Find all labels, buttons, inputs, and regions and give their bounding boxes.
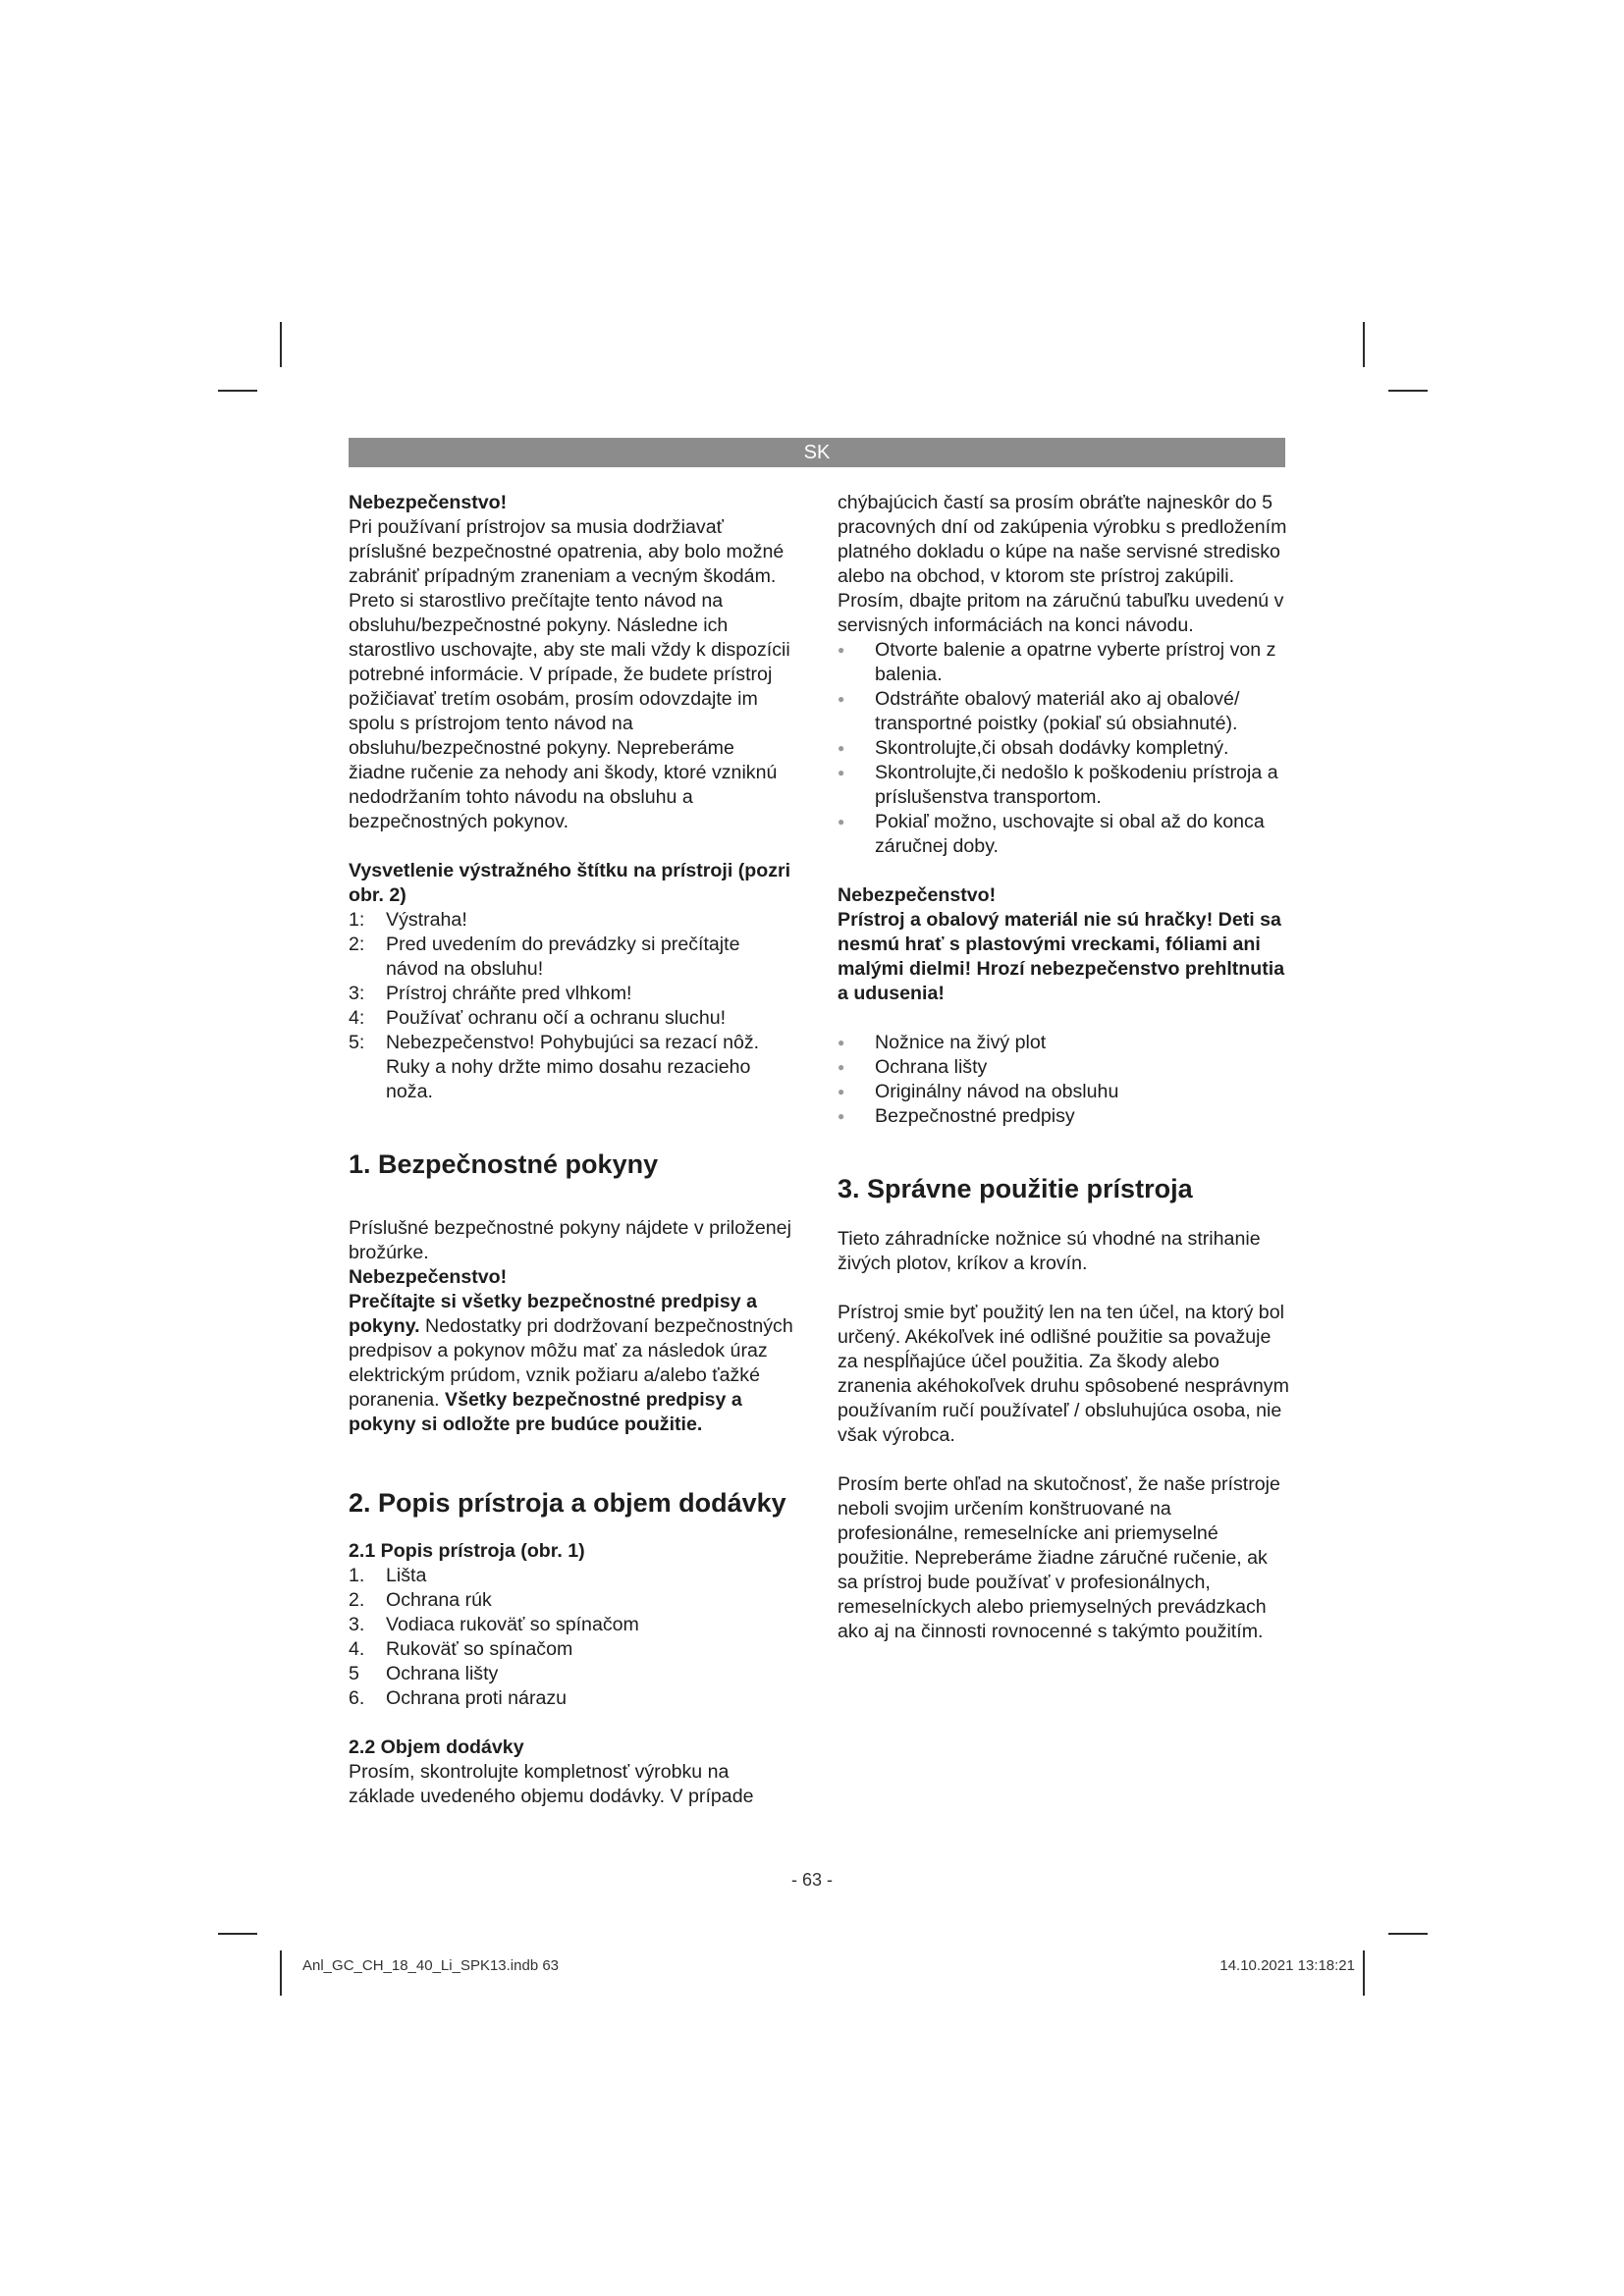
- safety-intro-text: Pri používaní prístrojov sa musia dodržiavať príslušné bezpečnostné opatrenia, aby bolo možné zabrániť prípadným zraneniam a vecným škodám. Preto si starostlivo prečítajte tento návod na obsluhu/bezpečnostné pokyny. Následne ich starostlivo uschovajte, aby ste mali vždy k dispozícii potrebné informácie. V prípade, že budete prístroj požičiavať tretím osobám, prosím odovzdajte im spolu s prístrojom tento návod na obsluhu/bezpečnostné pokyny. Nepreberáme žiadne ručenie za nehody ani škody, ktoré vzniknú nedodržaním tohto návodu na obsluhu a bezpečnostných pokynov.: [349, 516, 790, 832]
- delivery-contents-list: [838, 1031, 1289, 1129]
- list-item: 5 Ochrana lišty: [349, 1663, 499, 1684]
- list-item: 6. Ochrana proti nárazu: [349, 1687, 568, 1709]
- safety-brochure-text: Príslušné bezpečnostné pokyny nájdete v priloženej brožúrke.: [349, 1217, 791, 1263]
- page-number: - 63 -: [790, 1870, 833, 1890]
- list-item: ● Bezpečnostné predpisy: [838, 1104, 1289, 1129]
- list-item: ● Nožnice na živý plot: [838, 1031, 1289, 1055]
- danger-title: Nebezpečenstvo!: [349, 492, 508, 513]
- unpacking-checklist: [838, 638, 1289, 859]
- danger-title: Nebezpečenstvo!: [349, 1266, 508, 1288]
- intended-use-text-3: Prosím berte ohľad na skutočnosť, že naše prístroje neboli svojim určením konštruované na profesionálne, remeselnícke ani priemyselné použitie. Nepreberáme žiadne záručné ručenie, ak sa prístroj bude používať v profesionálnych, remeselníckych alebo priemyselných prevádzkach ako aj na činnosti rovnocenné s takýmto použitím.: [838, 1473, 1280, 1642]
- subsection-title-delivery: 2.2 Objem dodávky: [349, 1736, 524, 1758]
- danger-title: Nebezpečenstvo!: [838, 884, 997, 906]
- crop-mark: [1388, 390, 1428, 392]
- crop-mark: [280, 1950, 282, 1996]
- section-heading-description: 2. Popis prístroja a objem dodávky: [349, 1488, 786, 1518]
- section-heading-safety: 1. Bezpečnostné pokyny: [349, 1149, 659, 1179]
- subsection-title-description: 2.1 Popis prístroja (obr. 1): [349, 1540, 585, 1562]
- list-item: 3. Vodiaca rukoväť so spínačom: [349, 1614, 639, 1635]
- crop-mark: [1363, 1950, 1365, 1996]
- warning-label-title: Vysvetlenie výstražného štítku na prístroji (pozri obr. 2): [349, 860, 791, 906]
- intended-use-text-1: Tieto záhradnícke nožnice sú vhodné na strihanie živých plotov, kríkov a krovín.: [838, 1228, 1261, 1274]
- list-item: 1: Výstraha!: [349, 909, 467, 931]
- list-item: 2. Ochrana rúk: [349, 1589, 492, 1611]
- list-item: ● Pokiaľ možno, uschovajte si obal až do konca záručnej doby.: [838, 810, 1289, 859]
- right-column: [838, 491, 1289, 1644]
- list-item: ● Originálny návod na obsluhu: [838, 1080, 1289, 1104]
- crop-mark: [280, 322, 282, 367]
- left-column: [349, 491, 795, 1809]
- language-bar: SK: [349, 438, 1285, 467]
- list-item: ● Otvorte balenie a opatrne vyberte prístroj von z balenia.: [838, 638, 1289, 687]
- list-item: 4: Používať ochranu očí a ochranu sluchu!: [349, 1007, 727, 1029]
- packaging-warning-text: Prístroj a obalový materiál nie sú hračky! Deti sa nesmú hrať s plastovými vreckami, fóliami ani malými dielmi! Hrozí nebezpečenstvo prehltnutia a udusenia!: [838, 909, 1285, 1004]
- list-item: 3: Prístroj chráňte pred vlhkom!: [349, 983, 632, 1004]
- crop-mark: [1363, 322, 1365, 367]
- list-item: ● Skontrolujte,či nedošlo k poškodeniu prístroja a príslušenstva transportom.: [838, 761, 1289, 810]
- list-item: ● Ochrana lišty: [838, 1055, 1289, 1080]
- list-item: ● Odstráňte obalový materiál ako aj obalové/ transportné poistky (pokiaľ sú obsiahnuté).: [838, 687, 1289, 736]
- delivery-text: Prosím, skontrolujte kompletnosť výrobku na základe uvedeného objemu dodávky. V prípade: [349, 1761, 754, 1807]
- intended-use-text-2: Prístroj smie byť použitý len na ten účel, na ktorý bol určený. Akékoľvek iné odlišné použitie sa považuje za nespĺňajúce účel použitia. Za škody alebo zranenia akéhokoľvek druhu spôsobené nesprávnym používaním ručí používateľ / obsluhujúca osoba, nie však výrobca.: [838, 1302, 1289, 1446]
- list-item: 1. Lišta: [349, 1565, 427, 1586]
- delivery-continued-text: chýbajúcich častí sa prosím obráťte najneskôr do 5 pracovných dní od zakúpenia výrobku s predložením platného dokladu o kúpe na naše servisné stredisko alebo na obchod, v ktorom ste prístroj zakúpili. Prosím, dbajte pritom na záručnú tabuľku uvedenú v servisných informáciách na konci návodu.: [838, 492, 1287, 636]
- warning-label-list: [349, 908, 795, 1104]
- list-item: 4. Rukoväť so spínačom: [349, 1638, 573, 1660]
- list-item: 2: Pred uvedením do prevádzky si prečítajte návod na obsluhu!: [349, 934, 740, 980]
- list-item: ● Skontrolujte,či obsah dodávky kompletný.: [838, 736, 1289, 761]
- crop-mark: [218, 390, 257, 392]
- crop-mark: [218, 1933, 257, 1935]
- parts-list: [349, 1564, 795, 1711]
- footer-filename: Anl_GC_CH_18_40_Li_SPK13.indb 63: [302, 1957, 560, 1974]
- section-heading-intended-use: 3. Správne použitie prístroja: [838, 1174, 1193, 1203]
- list-item: 5: Nebezpečenstvo! Pohybujúci sa rezací nôž. Ruky a nohy držte mimo dosahu rezacieho noža.: [349, 1032, 760, 1102]
- safety-rules-text: Prečítajte si všetky bezpečnostné predpisy a pokyny. Nedostatky pri dodržovaní bezpečnostných predpisov a pokynov môžu mať za následok úraz elektrickým prúdom, vznik požiaru a/alebo ťažké poranenia. Všetky bezpečnostné predpisy a pokyny si odložte pre budúce použitie.: [349, 1291, 793, 1435]
- footer-timestamp: 14.10.2021 13:18:21: [1219, 1957, 1355, 1974]
- crop-mark: [1388, 1933, 1428, 1935]
